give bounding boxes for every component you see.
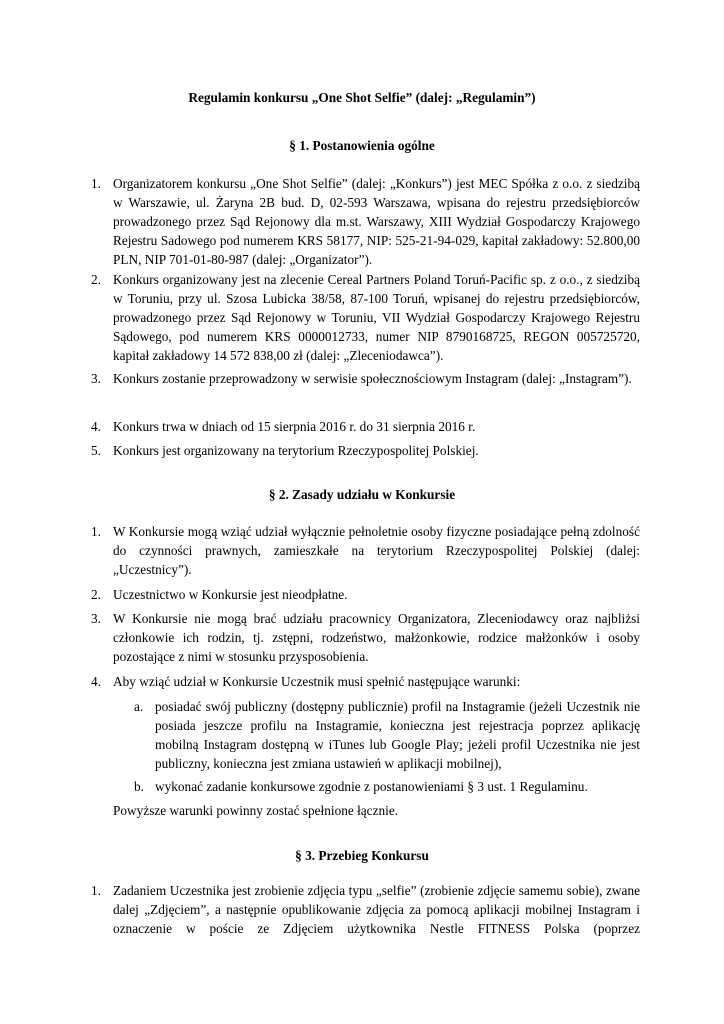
item-number: 1. (91, 524, 101, 539)
item-number: 1. (91, 883, 101, 898)
item-text: Konkurs jest organizowany na terytorium Rzeczypospolitej Polskiej. (113, 443, 479, 458)
s2-item-4-footer: Powyższe warunki powinny zostać spełnione łącznie. (113, 803, 399, 818)
item-number: 5. (91, 443, 101, 458)
item-number: 3. (91, 371, 101, 386)
s2-item-2 (91, 585, 640, 604)
s2-item-4-sub-b (134, 777, 640, 796)
item-text: Konkurs zostanie przeprowadzony w serwisie społecznościowym Instagram (dalej: „Instagram”). (113, 371, 632, 386)
item-text: Konkurs organizowany jest na zlecenie Cereal Partners Poland Toruń-Pacific sp. z o.o., z siedzibą w Toruniu, przy ul. Szosa Lubicka 38/58, 87-100 Toruń, wpisanej do rejestru przedsiębiorców, prowadzonego przez Sąd Rejonowy w Toruniu, VII Wydział Gospodarczy Krajowego Rejestru Sądowego, pod numerem KRS 0000012733, numer NIP 8790168725, REGON 005725720, kapitał zakładowy 14 572 838,00 zł (dalej: „Zleceniodawca”). (113, 272, 640, 363)
item-number: 3. (91, 611, 101, 626)
item-text: Zadaniem Uczestnika jest zrobienie zdjęcia typu „selfie” (zrobienie zdjęcie samemu sobie), zwane dalej „Zdjęciem”, a następnie opublikowanie zdjęcia za pomocą aplikacji mobilnej Instagram i oznaczenie w poście ze Zdjęciem użytkownika Nestle FITNESS Polska (poprzez (113, 883, 640, 936)
item-number: 1. (91, 176, 101, 191)
s1-item-4 (91, 417, 640, 436)
item-text: Organizatorem konkursu „One Shot Selfie” (dalej: „Konkurs”) jest MEC Spółka z o.o. z siedzibą w Warszawie, ul. Żaryna 2B bud. D, 02-593 Warszawa, wpisana do rejestru przedsiębiorców prowadzonego przez Sąd Rejonowy dla m.st. Warszawy, XIII Wydział Gospodarczy Krajowego Rejestru Sadowego pod numerem KRS 58177, NIP: 525-21-94-029, kapitał zakładowy: 52.800,00 PLN, NIP 701-01-80-987 (dalej: „Organizator”). (113, 176, 640, 267)
s2-item-3 (91, 609, 640, 666)
item-number: 4. (91, 674, 101, 689)
section-3-heading: § 3. Przebieg Konkursu (295, 848, 429, 863)
item-text: Aby wziąć udział w Konkursie Uczestnik musi spełnić następujące warunki: (113, 674, 521, 689)
section-2-heading: § 2. Zasady udziału w Konkursie (268, 487, 456, 502)
item-number: 2. (91, 587, 101, 602)
item-text: W Konkursie nie mogą brać udziału pracownicy Organizatora, Zleceniodawcy oraz najbliżsi członkowie ich rodzin, tj. zstępni, rodzeństwo, małżonkowie, rodzice małżonków i osoby pozostające z nimi w stosunku przysposobienia. (113, 611, 640, 664)
s3-item-1 (91, 881, 640, 938)
item-text: Uczestnictwo w Konkursie jest nieodpłatne. (113, 587, 348, 602)
subitem-letter: a. (134, 699, 144, 714)
subitem-text: wykonać zadanie konkursowe zgodnie z postanowieniami § 3 ust. 1 Regulaminu. (155, 779, 588, 794)
s1-item-3 (91, 369, 640, 388)
s1-item-1 (91, 174, 640, 269)
s2-item-4-sub-a (134, 697, 640, 773)
subitem-letter: b. (134, 779, 144, 794)
document-title: Regulamin konkursu „One Shot Selfie” (dalej: „Regulamin”) (188, 90, 536, 105)
s1-item-5 (91, 441, 640, 460)
section-1-heading: § 1. Postanowienia ogólne (289, 138, 435, 153)
subitem-text: posiadać swój publiczny (dostępny publicznie) profil na Instagramie (jeżeli Uczestnik nie posiada jeszcze profilu na Instagramie, konieczna jest rejestracja poprzez aplikację mobilną Instagram dostępną w iTunes lub Google Play; jeżeli profil Uczestnika nie jest publiczny, konieczna jest zmiana ustawień w aplikacji mobilnej), (155, 699, 640, 771)
s2-item-4 (91, 672, 640, 691)
item-text: W Konkursie mogą wziąć udział wyłącznie pełnoletnie osoby fizyczne posiadające pełną zdolność do czynności prawnych, zamieszkałe na terytorium Rzeczypospolitej Polskiej (dalej: „Uczestnicy”). (113, 524, 640, 577)
s1-item-2 (91, 270, 640, 365)
item-text: Konkurs trwa w dniach od 15 sierpnia 2016 r. do 31 sierpnia 2016 r. (113, 419, 476, 434)
item-number: 4. (91, 419, 101, 434)
item-number: 2. (91, 272, 101, 287)
s2-item-1 (91, 522, 640, 579)
